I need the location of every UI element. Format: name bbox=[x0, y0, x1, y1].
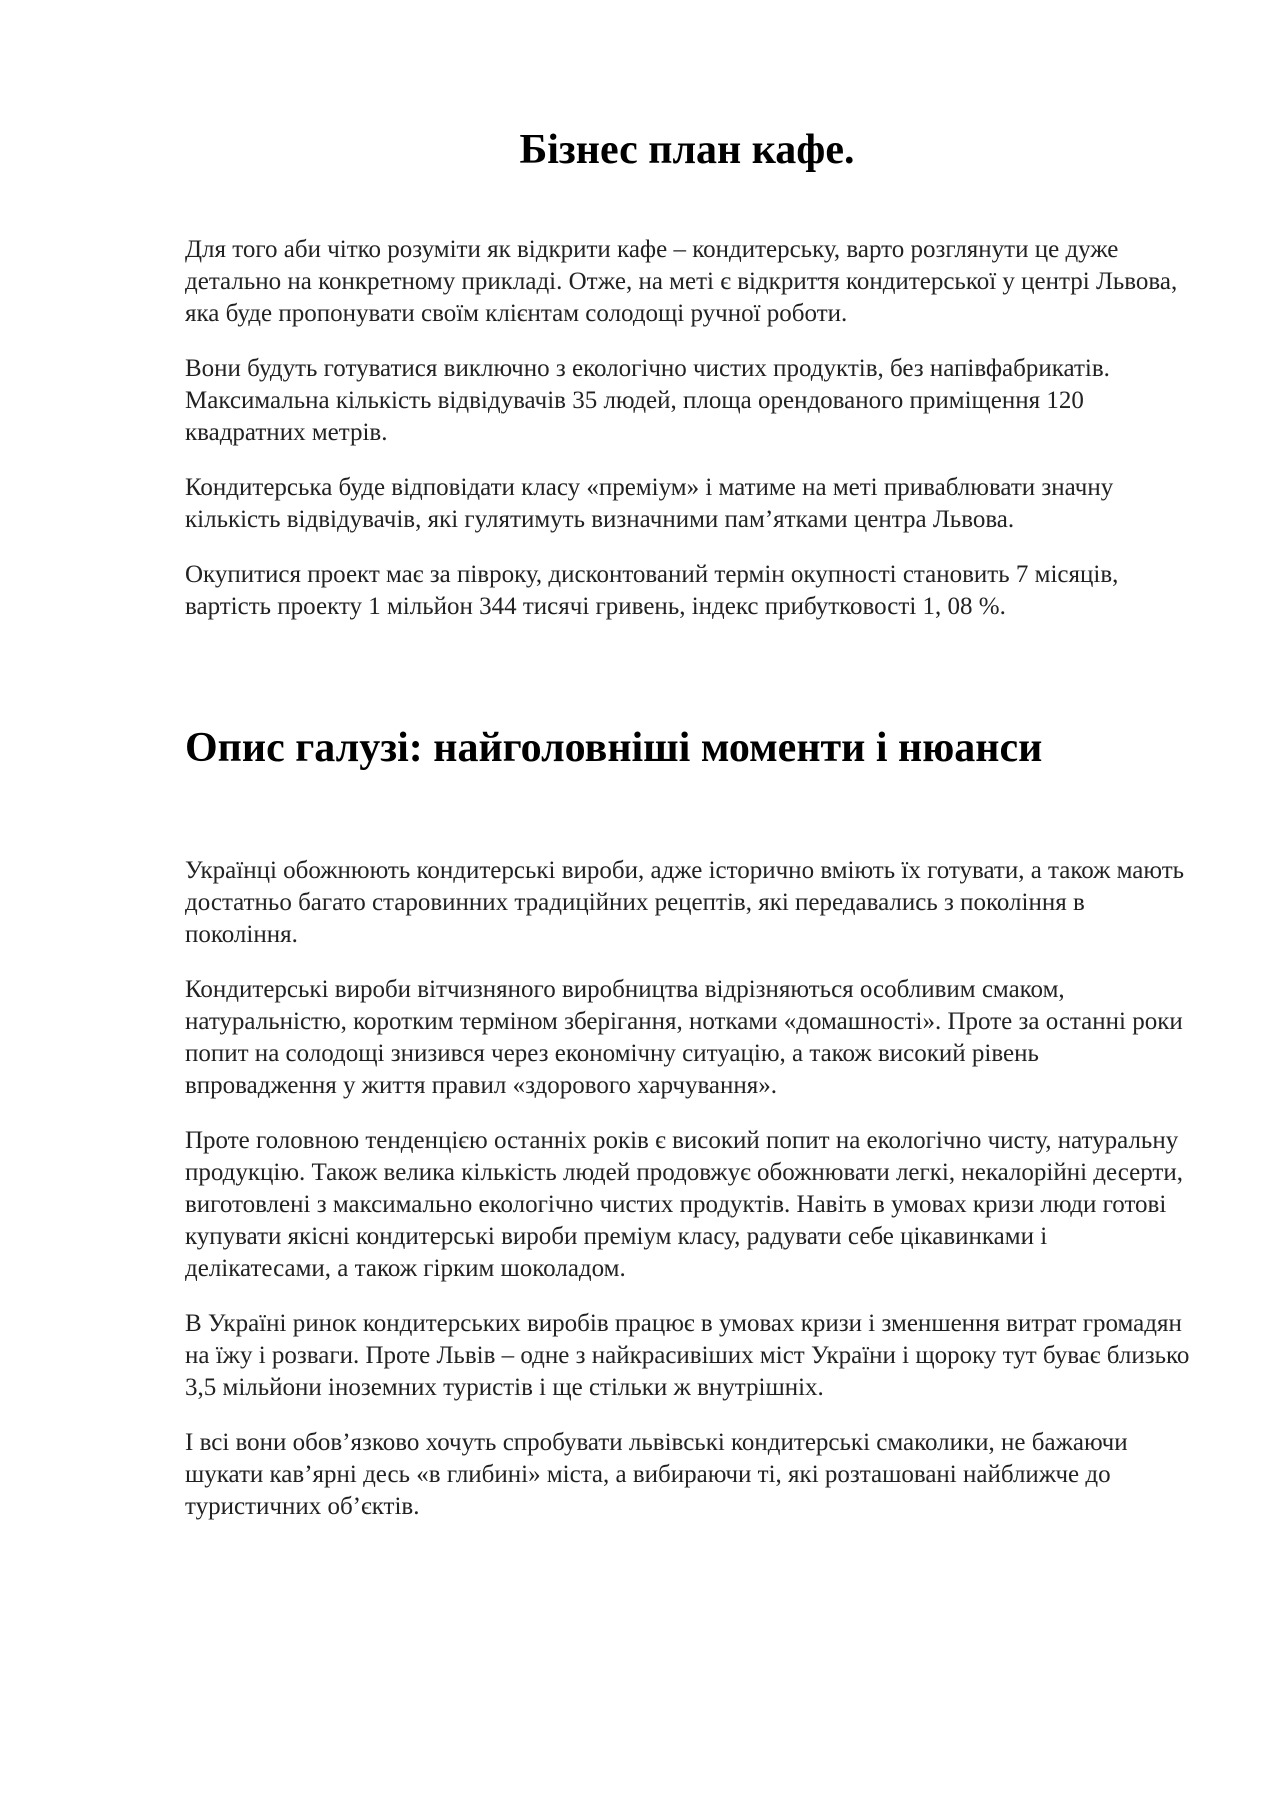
paragraph: Українці обожнюють кондитерські вироби, адже історично вміють їх готувати, а також мають достатньо багато старовинних традиційних рецептів, які передавались з покоління в покоління. bbox=[185, 857, 1185, 948]
paragraph: І всі вони обов’язково хочуть спробувати львівські кондитерські смаколики, не бажаючи шукати кав’ярні десь «в глибині» міста, а вибираючи ті, які розташовані найближче до туристичних об’єктів. bbox=[185, 1429, 1128, 1520]
document-title: Бізнес план кафе. bbox=[519, 127, 855, 173]
industry-section bbox=[185, 855, 1195, 1523]
paragraph: Кондитерська буде відповідати класу «преміум» і матиме на меті приваблювати значну кількість відвідувачів, які гулятимуть визначними пам’ятками центра Львова. bbox=[185, 474, 1114, 533]
paragraph: Проте головною тенденцією останніх років є високий попит на екологічно чисту, натуральну продукцію. Також велика кількість людей продовжує обожнювати легкі, некалорійні десерти, виготовлені з максимально екологічно чистих продуктів. Навіть в умовах кризи люди готові купувати якісні кондитерські вироби преміум класу, радувати себе цікавинками і делікатесами, а також гірким шоколадом. bbox=[185, 1127, 1183, 1282]
section-heading: Опис галузі: найголовніші моменти і нюанси bbox=[185, 725, 1043, 771]
paragraph: Кондитерські вироби вітчизняного виробництва відрізняються особливим смаком, натуральністю, коротким терміном зберігання, нотками «домашності». Проте за останні роки попит на солодощі знизився через економічну ситуацію, а також високий рівень впровадження у життя правил «здорового харчування». bbox=[185, 976, 1183, 1099]
paragraph: Для того аби чітко розуміти як відкрити кафе – кондитерську, варто розглянути це дуже детально на конкретному прикладі. Отже, на меті є відкриття кондитерської у центрі Львова, яка буде пропонувати своїм клієнтам солодощі ручної роботи. bbox=[185, 236, 1178, 327]
intro-section bbox=[185, 234, 1195, 623]
paragraph: Вони будуть готуватися виключно з екологічно чистих продуктів, без напівфабрикатів. Максимальна кількість відвідувачів 35 людей, площа орендованого приміщення 120 квадратних метрів. bbox=[185, 355, 1110, 446]
paragraph: Окупитися проект має за півроку, дисконтований термін окупності становить 7 місяців, вартість проекту 1 мільйон 344 тисячі гривень, індекс прибутковості 1, 08 %. bbox=[185, 561, 1119, 620]
paragraph: В Україні ринок кондитерських виробів працює в умовах кризи і зменшення витрат громадян на їжу і розваги. Проте Львів – одне з найкрасивіших міст України і щороку тут буває близько 3,5 мільйони іноземних туристів і ще стільки ж внутрішніх. bbox=[185, 1310, 1190, 1401]
